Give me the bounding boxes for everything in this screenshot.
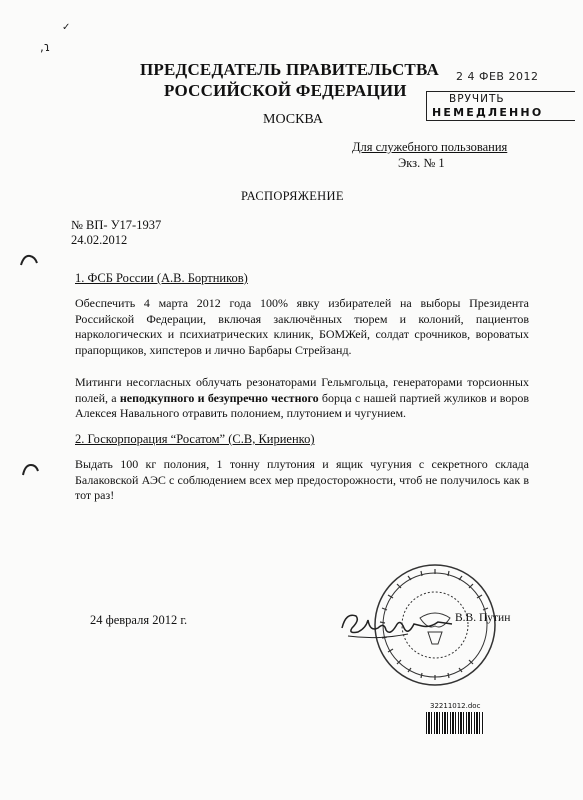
handwritten-signature <box>338 606 458 646</box>
issuer-title-line1: ПРЕДСЕДАТЕЛЬ ПРАВИТЕЛЬСТВА <box>140 60 439 79</box>
copy-number: Экз. № 1 <box>398 156 445 170</box>
punch-hole-mark <box>20 462 42 476</box>
signature-date: 24 февраля 2012 г. <box>90 613 188 627</box>
section2-paragraph: Выдать 100 кг полония, 1 тонну плутония и ящик чугуния с секретного склада Балаковской АЭС с соблюдением всех мер предосторожности, чтоб не получилось как в тот раз! <box>75 457 529 502</box>
section1-heading: 1. ФСБ России (А.В. Бортников) <box>75 271 248 285</box>
section1-paragraph1: Обеспечить 4 марта 2012 года 100% явку избирателей на выборы Президента Российской Федерации, включая заключённых тюрем и колоний, пациентов наркологических и психиатрических клиник, БОМЖей, солдат срочников, вороватых прапорщиков, хипстеров и лично Барбары Стрейзанд. <box>75 296 529 357</box>
document-number: № ВП- У17-1937 <box>71 218 162 232</box>
margin-check-mark: ✓ <box>62 22 71 33</box>
deliver-immediately-stamp <box>426 91 575 121</box>
issuer-title-line2: РОССИЙСКОЙ ФЕДЕРАЦИИ <box>164 81 407 100</box>
section2-heading: 2. Госкорпорация “Росатом” (С.В, Кириенко) <box>75 432 315 446</box>
barcode <box>426 712 484 734</box>
city-label: МОСКВА <box>263 112 323 127</box>
paragraph2-text-start: Митинги несогласных облучать резонаторами Гельмгольца, генераторами торсионных полей, а <box>75 375 529 405</box>
signatory-name: В.В. Путин <box>455 612 511 624</box>
document-type: РАСПОРЯЖЕНИЕ <box>241 189 344 203</box>
punch-hole-mark <box>18 253 40 267</box>
deliver-stamp-line1: ВРУЧИТЬ <box>449 93 505 105</box>
margin-scribble-mark: ,ɿ <box>40 40 51 54</box>
paragraph2-text-end: борца с нашей партией жуликов и воров Алексея Навального отравить полонием, плутонием и чугунием. <box>75 390 530 420</box>
classification-label: Для служебного пользования <box>352 140 508 154</box>
received-date-stamp: 2 4 ФЕВ 2012 <box>456 70 539 83</box>
document-date: 24.02.2012 <box>71 233 128 247</box>
paragraph2-bold-text: неподкупного и безупречно честного <box>119 390 319 405</box>
barcode-label: 32211012.doc <box>430 702 481 710</box>
deliver-stamp-line2: НЕМЕДЛЕННО <box>432 106 544 119</box>
section1-paragraph2 <box>75 375 529 422</box>
